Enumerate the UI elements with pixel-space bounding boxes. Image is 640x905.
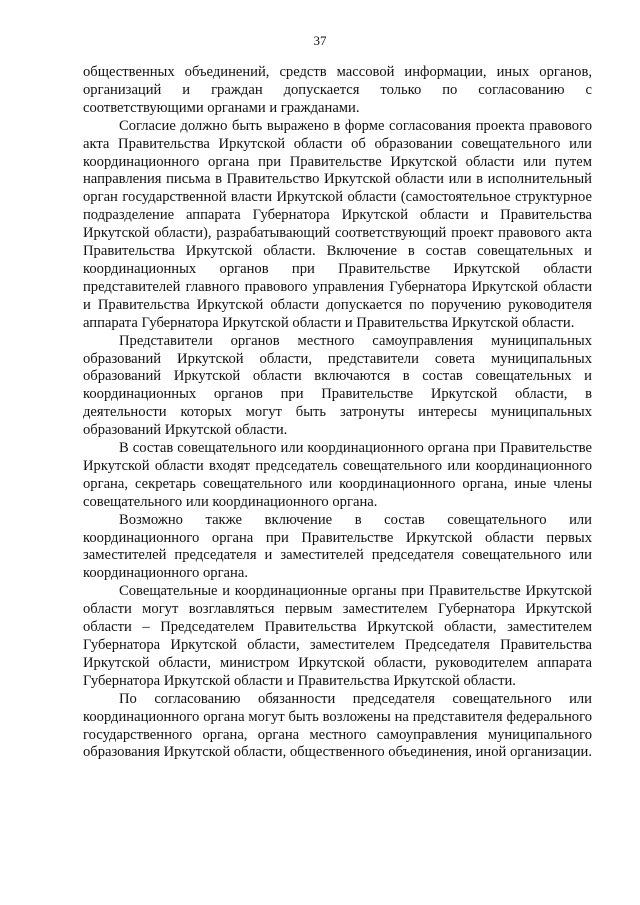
document-body	[83, 64, 592, 762]
paragraph-composition: В состав совещательного или координационного органа при Правительстве Иркутской области входят председатель совещательного или координационного органа, секретарь совещательного или координационного органа, иные члены совещательного или координационного органа.	[83, 440, 592, 510]
paragraph-continued: общественных объединений, средств массовой информации, иных органов, организаций и граждан допускается только по согласованию с соответствующими органами и гражданами.	[83, 64, 592, 116]
paragraph-chair-duties: По согласованию обязанности председателя совещательного или координационного органа могут быть возложены на представителя федерального государственного органа, органа местного самоуправления муниципального образования Иркутской области, общественного объединения, иной организации.	[83, 690, 592, 761]
paragraph-municipal-representatives: Представители органов местного самоуправления муниципальных образований Иркутской области, представители совета муниципальных образований Иркутской области включаются в состав совещательных и координационных органов при Правительстве Иркутской области, в деятельности которых могут быть затронуты интересы муниципальных образований Иркутской области.	[83, 332, 592, 439]
paragraph-consent-form: Согласие должно быть выражено в форме согласования проекта правового акта Правительства Иркутской области об образовании совещательного или координационного органа при Правительстве Иркутской области или путем направления письма в Правительство Иркутской области или в исполнительный орган государственной власти Иркутской области (самостоятельное структурное подразделение аппарата Губернатора Иркутской области и Правительства Иркутской области), разрабатывающий соответствующий проект правового акта Правительства Иркутской области. Включение в состав совещательных и координационных органов при Правительстве Иркутской области представителей главного правового управления Губернатора Иркутской области и Правительства Иркутской области допускается по поручению руководителя аппарата Губернатора Иркутской области и Правительства Иркутской области.	[83, 117, 592, 331]
paragraph-leadership: Совещательные и координационные органы при Правительстве Иркутской области могут возглавляться первым заместителем Губернатора Иркутской области – Председателем Правительства Иркутской области, заместителем Губернатора Иркутской области, заместителем Председателя Правительства Иркутской области, министром Иркутской области, руководителем аппарата Губернатора Иркутской области и Правительства Иркутской области.	[83, 583, 592, 689]
page-number: 37	[313, 33, 327, 48]
paragraph-deputy-chairs: Возможно также включение в состав совещательного или координационного органа при Правительстве Иркутской области первых заместителей председателя и заместителей председателя совещательного или координационного органа.	[83, 511, 592, 582]
